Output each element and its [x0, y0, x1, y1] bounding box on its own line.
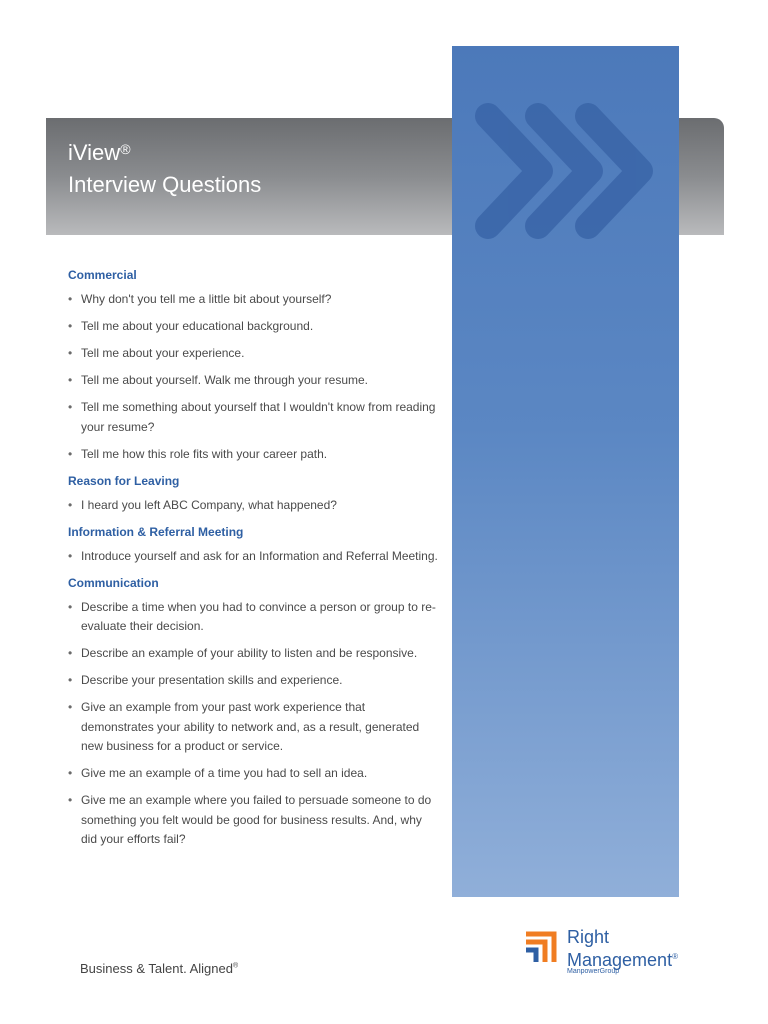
information-referral-list [68, 547, 440, 567]
list-item: • Give me an example where you failed to persuade someone to do something you felt would be good for business results. And, why did your efforts fail? [68, 791, 440, 850]
reason-for-leaving-list [68, 496, 440, 516]
list-item: • Describe your presentation skills and experience. [68, 671, 440, 691]
list-item: • Why don't you tell me a little bit about yourself? [68, 290, 440, 310]
list-item: • Tell me about your educational background. [68, 317, 440, 337]
logo-subline: ManpowerGroup [567, 968, 620, 975]
logo-wordmark: Right Management® [567, 927, 678, 970]
footer-tagline: Business & Talent. Aligned® [80, 961, 239, 976]
chevron-right-icon [488, 116, 540, 226]
list-item: • Give an example from your past work experience that demonstrates your ability to network and, as a result, generated new business for a product or service. [68, 698, 440, 757]
list-item: • Tell me how this role fits with your career path. [68, 445, 440, 465]
page-title: iView® [68, 140, 131, 165]
commercial-list [68, 290, 440, 464]
list-item: • Give me an example of a time you had to sell an idea. [68, 764, 440, 784]
section-heading-communication: Communication [68, 575, 159, 590]
list-item: • Tell me about yourself. Walk me through your resume. [68, 371, 440, 391]
list-item: • Introduce yourself and ask for an Information and Referral Meeting. [68, 547, 440, 567]
list-item: • I heard you left ABC Company, what happened? [68, 496, 440, 516]
list-item: • Tell me about your experience. [68, 344, 440, 364]
section-heading-reason-for-leaving: Reason for Leaving [68, 473, 180, 488]
section-heading-information-referral: Information & Referral Meeting [68, 524, 244, 539]
list-item: • Describe a time when you had to convince a person or group to re-evaluate their decision. [68, 598, 440, 637]
communication-list [68, 598, 440, 850]
right-management-logo-icon [524, 928, 560, 964]
questions-content [68, 266, 440, 857]
page-subtitle: Interview Questions [68, 172, 262, 197]
list-item: • Describe an example of your ability to listen and be responsive. [68, 644, 440, 664]
registered-mark: ® [120, 141, 131, 157]
section-heading-commercial: Commercial [68, 268, 137, 282]
chevron-arrows-graphic [474, 102, 664, 240]
list-item: • Tell me something about yourself that I wouldn't know from reading your resume? [68, 398, 440, 437]
